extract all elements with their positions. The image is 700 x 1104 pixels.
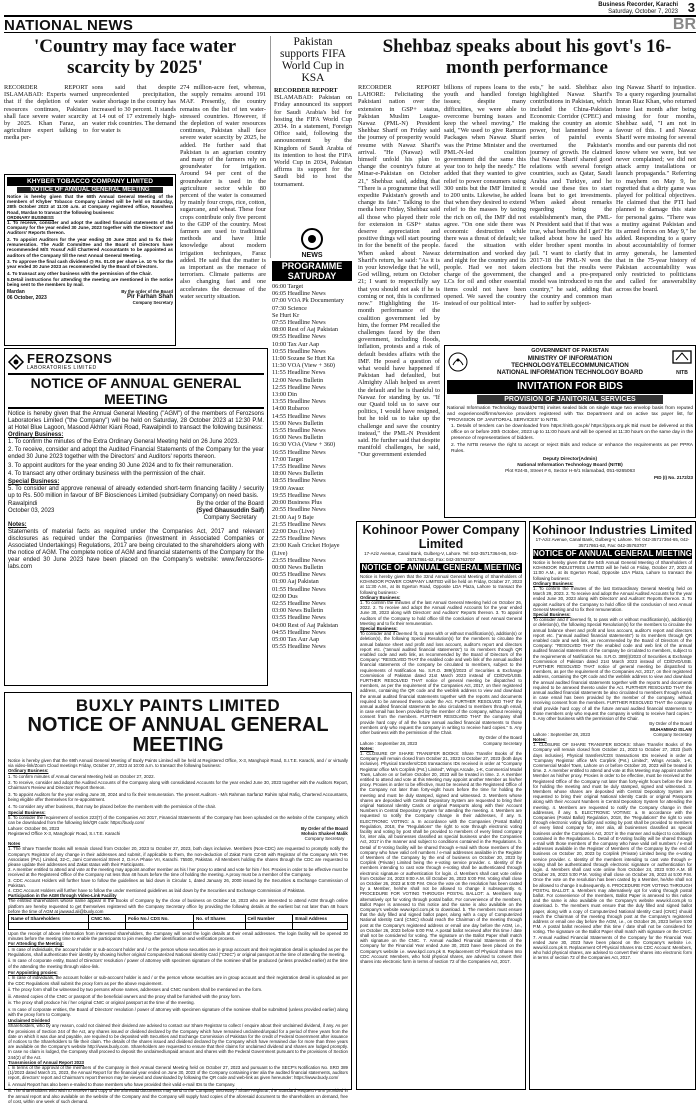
ad-kohinoor-power-ordinary-heading: Ordinary Business:	[360, 594, 401, 600]
ad-ferozsons-ordinary-item: 1. To confirm the minutes of the Extra Ordinary General Meeting held on 26 June 2023.	[8, 439, 240, 445]
ad-buxly-after-table: Upon the receipt of above information from interested shareholders, the Company will send the login details at their email addresses. The login facility will be opened 30 minutes before the meeting time to enable the participants to join meeting after identification and verification process.	[8, 931, 348, 942]
ad-khyber-item: 4. To transact any other business with the permission of the Chair.	[7, 270, 152, 276]
ad-buxly-ordinary-item: 4. To consider any other business, that may be placed before the members with the permission of the chair.	[8, 803, 217, 809]
story-water-col2: sons said that despite unprecedented precipitation, water shortage in the country has increased to 30 percent. It stands at 14 out of 17 extremely high-water risk countries. The demand for water is	[92, 84, 176, 135]
ad-khyber-subtitle: NOTICE OF ANNUAL GENERAL MEETING	[17, 187, 163, 193]
ad-ferozsons-by-order: By the order of the Board	[196, 501, 264, 508]
programme-item: 02:55 Headline News	[272, 599, 326, 607]
ad-kohinoor-ind-notes: 1. CLOSURE OF SHARE TRANSFER BOOKS: Share Transfer Books of the Company will remain closed from October 21, 2023 to October 27, 2023 (both days inclusive). Physical transfers/CDS transactions IDs received in order at "Company Registrar office M/s Corplink (Pvt.) Limited", Wings Arcade, 1-K, Commercial Model Town, Lahore on or before October 20, 2023 will be treated in time. 2. A member entitled to attend and vote at this Meeting may appoint another Member as his/her proxy. Proxies in order to be effective, must be received at the Registered Office of the Company not later than forty-eight hours before the time for holding the meeting and must be duly stamped, signed and witnessed. 3. Members whose shares are deposited with Central Depository System are requested to bring their original National Identity Cards or original Passports along with their Account Numbers in Central Depository System for attending the meeting. 4. Members are requested to notify the Company change in their addresses, if any. 5. ELECTRONIC VOTING: a. In accordance with the Companies (Postal Ballot) Regulation, 2018, the "Regulations" the right to vote through electronic voting facility and voting by post shall be provided to members of every listed company for, inter alia, all businesses classified as special business under the Companies Act, 2017 in the manner and subject to conditions contained in the Regulations. b. Detail of E-Voting facility will be shared through e-mail with those members of the company who have valid cell numbers / e-mail addresses available in the Register of Members of the Company by the end of business on October 20, 2023 by Corplink (Private) Limited being the e-voting service provider. c. Identity of the members intending to cast vote through e-voting shall be authenticated through electronic signature or authentication for login. d. Members shall cast vote online from October 24, 2023 9:00 A.M. till October 26, 2023 5:00 P.M. Voting shall close on October 26, 2023 at 5:00 P.M. Once the vote on the resolution has been casted by a Member, he/she shall not be allowed to change it subsequently. 6. PROCEDURE FOR VOTING THROUGH POSTAL BALLOT: a. Members may alternatively opt for voting through postal ballot. For convenience of the members, Ballot Paper is annexed to this notice and the same is also available on the Company's website www.kil.com.pk to download. b. The members must ensure that the duly filled and signed ballot paper, along with a copy of Computerized National Identity Card (CNIC) should reach the Chairman of the meeting through post at the Company's registered address or email one day before the AGM, i.e., on October 26, 2023 before 5:00 P.M. A postal ballot received after this time / date shall not be considered for voting. The signature on the Ballot Paper shall match with signature on the CNIC. 7. Annual Audited Financial Statements of the Company for the Financial Year ended June 30, 2023 have been placed on the Company's website i.e. www.kil.com.pk 8. Replacement Of Physical Shares Into CDC Account: Members, who hold physical shares, are advised to convert their shares into electronic form in terms of section 72 of the Companies Act, 2017.	[533, 742, 692, 961]
ad-kohinoor-power	[356, 521, 526, 1090]
programme-item: 17:55 Headline News	[272, 463, 326, 471]
ferozsons-logo-icon	[8, 354, 24, 370]
ad-kohinoor-ind-by-order: By Order of the Board	[649, 721, 692, 727]
ad-kohinoor-ind-ordinary: 1. To confirm the minutes of the last Extraordinary General Meeting held on March 29, 2023. 2. To receive and adopt the Annual Audited Accounts for the year ended June 30, 2023 along with Directors' and Auditors' Reports thereon. 3. To appoint Auditors of the Company to hold office till the conclusion of next Annual General Meeting and to fix their remuneration.	[533, 586, 692, 612]
ad-nitb-invitation: INVITATION FOR BIDS	[447, 380, 693, 394]
programme-list	[272, 283, 352, 683]
ad-kohinoor-industries	[529, 521, 696, 1090]
programme-item: 02:00 Dus	[272, 592, 298, 600]
ad-kohinoor-power-special: To consider and if deemed fit, to pass with or without modification(s), addition(s) or deletion(s), the following Special Resolution(s) for the members to circulate the annual balance sheet and profit and loss account, auditor's report and directors report etc. ("annual audited financial statements") to its members through QR enabled code and web link, as recommended by the Board of Directors of the Company: "RESOLVED THAT the enabled code and web link of the annual audited financial statements of the company be circulated to members, subject to the requirements of Notification No. S.R.O. 389(I)/2023 of Securities & Exchange Commission of Pakistan dated 21st March 2023 instead of CD/DVD/USB. FURTHER RESOLVED THAT notice of general meeting be dispatched to members, as per the requirement of the Companies Act, 2017, on their registered address, containing the QR code and the weblink address to view and download the annual audited financial statements together with the reports and documents required to be annexed thereto under the Act. FURTHER RESOLVED THAT the annual audited financial statements be also circulated to members through email, in case email has been provided by the member of the company, without receiving consent from the members. FURTHER RESOLVED THAT the company shall provide hard copy of all the future annual audited financial statements to those members only who request the company in writing to receive hard copies." 5. Any other business with the permission of the Chair.	[360, 631, 522, 736]
programme-item: 17:00 Target	[272, 455, 304, 463]
programme-item: 15:00 News Bulletin	[272, 419, 324, 427]
ad-buxly-proxies-heading: For Appointing proxies:	[8, 970, 58, 976]
ad-ferozsons-special	[8, 486, 264, 500]
ad-kohinoor-ind-signatory: MUHAMMAD ISLAM	[650, 726, 692, 732]
ad-buxly-shareholder-table	[8, 914, 348, 930]
ad-buxly-transmission-heading: Transmission of Annual Report 2023	[8, 1059, 84, 1065]
programme-item: 03:55 Headline News	[272, 614, 326, 622]
ad-nitb-point: 1. Details of tenders can be downloaded from https://nitb.gov.pk/ https://ppra.org.pk Bid must be delivered at this office on or before 20th October, 2023 up to 11:00 hours and will be opened at 11:30 hours on the same day in the presence of representatives of bidders.	[451, 424, 693, 441]
story-fifa-body: ISLAMABAD: Pakistan on Friday announced its support for Saudi Arabia's bid for hosting the FIFA World Cup 2034. In a statement, Foreign Office said, following the announcement by the Kingdom of Saudi Arabia of its intention to host the FIFA World Cup in 2034, Pakistan affirms its support for the Saudi bid to host the tournament.	[274, 94, 352, 188]
ad-buxly-ordinary-item: 1. To confirm minutes of Annual General Meeting held on October 27, 2022.	[8, 773, 155, 779]
programme-item: 19:00 Awaaz	[272, 484, 304, 492]
ad-buxly-attending-item: i. In case of individuals, the account holder or sub-account holder and / or the person whose securities are in group account and their registration detail is uploaded as per the Regulations, shall authenticate their identity by showing his/her original Computerized National Identity Card ("CNIC") or original passport at the time of attending the meeting.	[8, 946, 348, 957]
ad-kohinoor-power-notes-heading: Notes:	[360, 745, 374, 751]
ad-kohinoor-ind-address: 17-Aziz Avenue, Canal Bank, Gulberg-V, Lahore. Tel: 042-35717364-65, 042-35717861-62, Fax: 042-35763707	[535, 537, 690, 548]
ad-kohinoor-power-special-heading: Special Business:	[360, 626, 398, 632]
ad-buxly-table-cell	[126, 923, 194, 930]
gov-emblem-icon	[447, 351, 469, 373]
ad-buxly	[4, 692, 352, 1104]
ad-khyber-date: 06 October, 2023	[7, 294, 47, 301]
ad-nitb-address: Plot #24-B, Street # 6, Sector H-9/1 Islamabad, 051-9265063	[505, 468, 635, 474]
ad-buxly-notes2: 2. A member entitled to attend and vote at the meeting may appoint another member as his / her proxy to attend and vote for him / her. Proxies in order to be effective must be received at the Registered Office of the Company not less than 48 hours before the time of holding the meeting. A proxy must be a member of the Company.	[8, 867, 348, 878]
ad-buxly-attending-heading: For Attending the Meeting:	[8, 941, 64, 947]
ad-buxly-table-header-cell: Email Address	[293, 915, 348, 923]
story-water-col1: RECORDER REPORT ISLAMABAD: Experts warned that if the depletion of water resources continues, Pakistan shall face severe water scarcity by 2025. Khan Faraz, an agriculture expert talking to media per-	[4, 84, 88, 142]
ad-buxly-special-heading: Special Business:	[8, 810, 46, 816]
ad-buxly-ordinary	[8, 774, 348, 809]
news-logo-icon	[299, 228, 325, 250]
programme-item: 12:55 Headline News	[272, 383, 326, 391]
programme-item: 11:30 VOA (View + 360)	[272, 362, 335, 370]
ad-nitb-points	[447, 424, 693, 455]
ad-ferozsons-ordinary-heading: Ordinary Business:	[8, 432, 64, 438]
story-fifa-byline: RECORDER REPORT	[274, 87, 338, 94]
ad-ferozsons-title: NOTICE OF ANNUAL GENERAL MEETING	[8, 373, 264, 409]
ad-kohinoor-ind-notice: NOTICE OF ANNUAL GENERAL MEETING	[533, 549, 692, 558]
ad-kohinoor-ind-notes-heading: Notes:	[533, 736, 547, 742]
ad-kohinoor-power-by-order: By Order of the Board	[479, 735, 522, 741]
programme-item: 12:00 News Bulletin	[272, 376, 324, 384]
ad-kohinoor-power-ordinary: 1. To confirm the minutes of the last Annual General Meeting held on October 26, 2022. 2. To receive and adopt the Annual Audited Accounts for the year ended June 30, 2023 along with Directors' and Auditors' Reports thereon. 3. To appoint Auditors of the Company to hold office till the conclusion of next Annual General Meeting and to fix their remuneration.	[360, 600, 522, 626]
programme-item: 05:55 Headline News	[272, 643, 326, 651]
ad-khyber-tobacco	[4, 174, 176, 346]
ad-buxly-attending	[8, 947, 348, 969]
programme-item: 06:00 Target	[272, 283, 304, 290]
ad-ferozsons-footer	[8, 501, 264, 522]
ad-buxly-table-cell	[245, 923, 293, 930]
programme-item: 10:00 Tax Aur Aap	[272, 340, 320, 348]
ad-nitb-director: Deputy Director(Admin)	[542, 456, 598, 462]
ad-buxly-table-cell	[193, 923, 245, 930]
programme-item: 21:00 Aaj 9 Baje	[272, 513, 314, 521]
ad-khyber-by-order: By the order of the Board	[121, 288, 173, 294]
ad-khyber-title: KHYBER TOBACCO COMPANY LIMITED	[7, 177, 173, 186]
ad-buxly-proxies	[8, 975, 348, 1017]
ad-nitb-org	[469, 348, 671, 376]
section-logo: BR	[672, 16, 696, 33]
news-logo-text: NEWS	[301, 252, 323, 259]
programme-item: 09:55 Headline News	[272, 333, 326, 341]
ad-nitb-provision: PROVISION OF JANITORIAL SERVICES	[477, 395, 663, 404]
programme-item: 07:30 Science	[272, 304, 307, 312]
publication-date: Saturday, October 7, 2023	[608, 8, 678, 15]
ad-ferozsons-designation: Company Secretary	[203, 515, 257, 522]
ad-khyber-footer	[7, 289, 173, 305]
story-fifa	[270, 36, 352, 258]
story-water-col3: 274 million-acre feet, whereas, the supply remains around 191 MAF. Presently, the country remains on the list of ten water-stressed countries. However, if the depletion of water resources continues, Pakistan shall face severe water scarcity by 2025, he added. He further said that Pakistan is an agrarian country and many of the farmers rely on groundwater for irrigation. Around 94 per cent of the groundwater is used in the agriculture sector while 80 percent of the water is consumed by mainly four crops, rice, cotton, sugarcane, and wheat. These four crops contribute only five percent to the GDP of the country. Most farmers are used to traditional methods and have little knowledge about modern irrigation techniques, Faraz added. He said that the matter is as important as the menace of terrorism. Climate patterns are also changing fast and one accelerates the decrease of the water security situation.	[180, 84, 266, 300]
ad-khyber-item: 1. To receive, consider and adopt the audited financial statements of the Company for the year ended 30 June, 2023 together with the Directors' and Auditors' Reports thereon.	[7, 220, 173, 236]
ad-nitb-body: National Information Technology Board(NITB) invites sealed bids on single stage two envelop basis from reputed and experienced/firms/service providers registered with Tax Department and on active tax payer list, for "PROVISION OF JANITORIAL SERVICES" to NITB.	[447, 406, 693, 423]
ad-buxly-unclaimed-heading: Unclaimed Dividend	[8, 1018, 50, 1024]
news-logo	[272, 228, 352, 252]
ad-khyber-place: Mardan	[7, 288, 25, 295]
nitb-logo-icon	[671, 349, 693, 365]
ad-buxly-table-cell	[293, 923, 348, 930]
ad-buxly-table-row	[9, 923, 348, 930]
programme-item: 01:00 Aaj Pakistan	[272, 578, 319, 586]
ad-khyber-item: 5.Detail instructions for attending the meeting are mentioned in the notice being sent to the members by mail.	[7, 277, 173, 288]
ad-buxly-footer	[8, 826, 348, 842]
programme-item: 14:55 Headline News	[272, 412, 326, 420]
ad-ferozsons-ordinary-item: 2. To receive, consider and adopt the Audited Financial Statements of the Company for the year ended 30 June 2023 together with the Directors' and Auditors' reports thereon.	[8, 447, 264, 461]
ad-nitb-ministry: MINISTRY OF INFORMATION TECHNOLOGY&TELECOMMUNICATION	[511, 355, 629, 369]
ad-nitb-pid: PID (I) No. 2172/23	[653, 474, 693, 480]
programme-item: 04:55 Headline News	[272, 628, 326, 636]
ad-buxly-table-cell	[89, 923, 126, 930]
programme-item: 06:05 Headline News	[272, 290, 326, 298]
ad-buxly-unclaimed: Shareholders, who by any reason, could not claimed their dividend are advised to contact our Share Registrar to collect / enquire about their unclaimed dividend, if any. As per the provisions of Section 244 of the Act, any shares issued or dividend declared by the Company which have remained unclaimed/unpaid for a period of three years from the date on which it was due and payable, are required to be deposited with Securities and Exchange Commission of Pakistan for the credit of Federal Government after issuance of notices to the Shareholders to file their claim. The details of the shares issued and dividend declared by the Company which have remained due for more than three years are available on the Company's website http://www.buxly.com. Shareholders are requested to ensure that their claims for unclaimed dividend and shares are lodged promptly. In case no claim is lodged, the Company shall proceed to deposit the unclaimed/unpaid amount and shares with the Federal Government pursuant to the provisions of Section 244(2) of the Act.	[8, 1023, 348, 1060]
ad-buxly-subtitle: NOTICE OF ANNUAL GENERAL MEETING	[27, 714, 329, 756]
programme-item: 18:55 Headline News	[272, 477, 326, 485]
programme-item: 22:55 Headline News	[272, 535, 326, 543]
ad-buxly-table-header-cell: Name of Shareholders	[9, 915, 89, 923]
ad-kohinoor-power-notice: NOTICE OF ANNUAL GENERAL MEETING	[361, 563, 521, 572]
publication-info	[598, 2, 678, 15]
programme-item: 23:55 Headline News	[272, 556, 326, 564]
programme-item: 15:55 Headline News	[272, 427, 326, 435]
ad-buxly-notes-heading: Notes	[8, 841, 21, 847]
ad-buxly-notes1: 1. The Share Transfer Books will remain closed from October 20, 2023 to October 27, 2023, both days inclusive. Members (Non-CDC) are requested to promptly notify the Company's Registrar of any change in their addresses and submit, if applicable to them, the non-deduction of Zakat Form CZ-50 with Registrar of the Company M/s THK Associates (Pvt.) Limited, 32-C, Jami Commercial Street 2, D.H.A Phase VII, Karachi. 75500, Pakistan. All Members holding the shares through the CDC are requested to please update their addresses and Zakat status with their Participants.	[8, 846, 348, 868]
story-shehbaz-col4: ing Nawaz Sharif to injustice. To a query regarding journalist Imran Riaz Khan, who returned home last month after being missing for four months, Shehbaz said, "I am not in favour of this. I and Nawaz Sharif were missing for several months and our parents did not know where we were, but we never complained; we did not attack army installations or launch propaganda." Referring to mayhem on May 9, he regretted that a dirty game was played for political objectives. He claimed that the PTI had planned to damage this state for personal gains. "There was a mutiny against Pakistan and its armed forces on May 9," he added. Responding to a query about accountability of former army generals, he lamented that in the 75-year history of Pakistan accountability was only restricted to politicians and called for answerability across the board.	[616, 84, 696, 293]
ad-buxly-table-header-cell: Folio No./ CDS No.	[126, 915, 194, 923]
ad-khyber-designation: Company Secretary	[132, 299, 173, 305]
ad-kohinoor-ind-title: Kohinoor Industries Limited	[532, 523, 693, 537]
ad-buxly-signatory: Mohsin Shakeel Malik	[301, 830, 348, 836]
ad-kohinoor-power-address: 17-Aziz Avenue, Canal Bank, Gulberg-V, Lahore. Tel: 042-35717364-65, 042-35717861-62, Fax: 042-35763707	[364, 551, 518, 562]
ad-kohinoor-power-notes: 1. CLOSURE OF SHARE TRANSFER BOOKS: Share Transfer Books of the Company will remain closed from October 21, 2023 to October 27, 2023 (both days inclusive). Physical transfers/CDS transactions IDs received in order at "Company Registrar office M/s Corplink (Pvt.) Limited", Wings Arcade, 1-K, Commercial Model Town, Lahore on or before October 20, 2023 will be treated in time. 2. A member entitled to attend and vote at this Meeting may appoint another Member as his/her proxy. Proxies in order to be effective, must be received at the Registered Office of the Company not later than forty-eight hours before the time for holding the meeting and must be duly stamped, signed and witnessed. 3. Members whose shares are deposited with Central Depository System are requested to bring their original National Identity Cards or original Passports along with their Account Numbers in Central Depository System for attending the meeting. 4. Members are requested to notify the Company change in their addresses, if any. 5. ELECTRONIC VOTING: a. In accordance with the Companies (Postal Ballot) Regulation, 2018, the "Regulations" the right to vote through electronic voting facility and voting by post shall be provided to members of every listed company for, inter alia, all businesses classified as special business under the Companies Act, 2017 in the manner and subject to conditions contained in the Regulations. b. Detail of E-Voting facility will be shared through e-mail with those members of the company who have valid cell numbers / e-mail addresses available in the Register of Members of the Company by the end of business on October 20, 2023 by Corplink (Private) Limited being the e-voting service provider. c. Identity of the members intending to cast vote through e-voting shall be authenticated through electronic signature or authentication for login. d. Members shall cast vote online from October 24, 2023 9:00 A.M. till October 26, 2023 5:00 P.M. Voting shall close on October 26, 2023 at 5:00 P.M. Once the vote on the resolution has been casted by a Member, he/she shall not be allowed to change it subsequently. 6. PROCEDURE FOR VOTING THROUGH POSTAL BALLOT: a. Members may alternatively opt for voting through postal ballot. For convenience of the members, Ballot Paper is annexed to this notice and the same is also available on the Company's website www.kpcl.com.pk to download. b. The members must ensure that the duly filled and signed ballot paper, along with a copy of Computerized National Identity Card (CNIC) should reach the Chairman of the meeting through post at the Company's registered address or email one day before the AGM, i.e., on October 26, 2023 before 5:00 P.M. A postal ballot received after this time / date shall not be considered for voting. The signature on the Ballot Paper shall match with signature on the CNIC. 7. Annual Audited Financial Statements of the Company for the Financial Year ended June 30, 2023 have been placed on the Company's website i.e. www.kpcl.com.pk 8. Replacement Of Physical Shares Into CDC Account: Members, who hold physical shares, are advised to convert their shares into electronic form in terms of section 72 of the Companies Act, 2017.	[360, 750, 522, 965]
ad-buxly-notes4: 4. CDC Account Holders will further have to follow the under mentioned guidelines as laid down by the Securities and Exchange Commission of Pakistan.	[8, 888, 306, 894]
story-shehbaz-headline: Shehbaz speaks about his govt's 16-month performance	[382, 36, 672, 78]
ad-ferozsons-brand	[8, 352, 264, 371]
section-title: NATIONAL NEWS	[4, 17, 134, 34]
ad-kohinoor-ind-designation: Company Secretary	[653, 731, 692, 737]
programme-item: 04:00 Rest of Aaj Pakistan	[272, 621, 338, 629]
ad-ferozsons-date: October 03, 2023	[8, 508, 55, 515]
ad-kohinoor-ind-ordinary-heading: Ordinary Business:	[533, 580, 574, 586]
programme-item: 00:00 News Bulletin	[272, 563, 324, 571]
ad-khyber-items	[7, 220, 173, 288]
ad-kohinoor-ind-special: To consider and if deemed fit, to pass with or without modification(s), addition(s) or deletion(s), the following Special Resolution(s) for the members to circulate the annual balance sheet and profit and loss account, auditor's report and directors report etc. ("annual audited financial statements") to its members through QR enabled code and web link, as recommended by the Board of Directors of the Company: "RESOLVED THAT the enabled code and web link of the annual audited financial statements of the company be circulated to members, subject to the requirements of Notification No. S.R.O. 389(I)/2023 of Securities & Exchange Commission of Pakistan dated 21st March 2023 instead of CD/DVD/USB. FURTHER RESOLVED THAT notice of general meeting be dispatched to members, as per the requirement of the Companies Act, 2017, on their registered address, containing the QR code and the weblink address to view and download the annual audited financial statements together with the reports and documents required to be annexed thereto under the Act. FURTHER RESOLVED THAT the annual audited financial statements be also circulated to members through email, in case email has been provided by the member of the company, without receiving consent from the members. FURTHER RESOLVED THAT the company shall provide hard copy of all the future annual audited financial statements to those members only who request the company in writing to receive hard copies." 5. Any other business with the permission of the Chair.	[533, 617, 692, 722]
ad-buxly-transmission-item: iii. The shareholders who wish to receive hard copy of the aforesaid documents may send to the Company Secretary / Share Registrar, the Standard Request Form provided in the annual report and also available on the website of the Company and the Company will supply hard copies of the aforesaid document to the shareholders on demand, free of cost, within one week of such demand.	[8, 1088, 348, 1104]
programme-item: 21:55 Headline News	[272, 520, 326, 528]
ad-buxly-table-header-cell: CNIC No.	[89, 915, 126, 923]
ad-buxly-proxy-item: iv. The proxy shall produce his / her original CNIC or original passport at the time of the meeting.	[8, 1000, 195, 1005]
ad-buxly-place: Lahore: October 06, 2023	[8, 825, 60, 831]
programme-item: 20:00 Business Plus	[272, 499, 322, 507]
ad-ferozsons-special-item: 5. To consider and approve renewal of already extended short-term financing facility / security up to Rs. 500 million in favour of BF Biosciences Limited (subsidiary Company) on need basis.	[8, 486, 264, 500]
ad-buxly-table-header	[9, 915, 348, 923]
ad-buxly-by-order: By Order of the Board	[300, 825, 348, 831]
programme-item: Se Hurt Kr	[272, 311, 300, 319]
ad-buxly-transmission	[8, 1065, 348, 1104]
programme-item: 07:00 VOA Pk Documentary	[272, 297, 344, 305]
ad-kohinoor-power-title: Kohinoor Power Company Limited	[362, 523, 520, 551]
programme-item: 19:55 Headline News	[272, 491, 326, 499]
ad-ferozsons	[4, 348, 268, 686]
ad-ferozsons-ordinary	[8, 439, 264, 478]
programme-item: 05:00 Tax Aur Aap	[272, 635, 320, 643]
ad-buxly-proxy-item: iii. Attested copies of the CNIC or passport of the beneficial owners and the proxy shall be furnished with the proxy form.	[8, 993, 241, 999]
page-number: 3	[687, 0, 695, 15]
programme-item: 13:00 Din	[272, 391, 297, 399]
section-bar	[4, 15, 696, 33]
ad-nitb-gov: GOVERNMENT OF PAKISTAN	[531, 348, 609, 354]
story-fifa-headline: Pakistan supports FIFA World Cup in KSA	[280, 36, 346, 84]
programme-item: 03:00 News Bulletin	[272, 607, 324, 615]
programme-item: 14:00 Rubaroo	[272, 405, 309, 413]
ad-khyber-item: 3. To approve the final cash dividend @ Rs. 01.00 per share i.e. 10 % for the year ended 30 June 2023 as recommended by the Board of Directors.	[7, 259, 173, 270]
story-shehbaz-col1: RECORDER REPORT LAHORE: Felicitating the Pakistani nation over the extension in GSP+ status, Pakistan Muslim League-Nawaz (PML-N) President Shehbaz Sharif on Friday said the journey of prosperity would resume with Nawaz Sharif's arrival. "He (Nawaz) will himself unfold his plan to change the country's future at Minar-e-Pakistan on October 21," Shehbaz said, adding that "There is a programme that will expedite Pakistan's growth and change its fate." Talking to the media here Friday, Shehbaz said all those who played their role for extension in GSP+ status deserve appreciation and positive things will start pouring in for the benefit of the people. When asked about Nawaz Sharif's return, he said: "As it is in your knowledge that he will, God willing, return on October 21; I want to respectfully say that you should not ask if he is coming or not, this is confirmed now." Highlighting the 16-month performance of the coalition government led by him, the former PM recalled the challenges faced by the then government, including floods, inflation, protests and a risk of default besides affairs with the IMF. He posed a question of what would have happened if Pakistan had defaulted, but Almighty Allah helped us avert the default and he is thankful to Nawaz for standing by us. "If our Quaid told us to save our politics, I would have resigned, but he told us to take up the challenge and save the country instead," the PML-N President said. He further said that despite manifold challenges, he said, "Our government extended	[358, 84, 440, 459]
story-water-headline: 'Country may face water scarcity by 2025'	[33, 36, 237, 78]
programme-title: PROGRAMME SATURDAY	[272, 261, 352, 281]
ad-buxly-office: Registered Office X-3, Manghopir Road, S.I.T.E. Karachi	[8, 830, 121, 836]
ad-buxly-ordinary-heading: Ordinary Business:	[8, 768, 49, 774]
ad-buxly-table-header-cell: Cell Number	[245, 915, 293, 923]
ad-buxly-special: 5. To consider the requirement of section 223(7) of the Companies Act 2017, Financial Statements of the Company has been uploaded on the website of the Company, which can be downloaded from the following link/QR code: https://buxly.com/	[8, 815, 348, 826]
ad-buxly-table-cell	[9, 923, 89, 930]
story-shehbaz-col3: ests," he said. Shehbaz also highlighted Nawaz Sharif's contributions in Pakistan, which included the China-Pakistan Economic Corridor (CPEC) and making the country an atomic power, but lamented how a series of painful events overturned the Pakistan's journey of growth. He claimed that Nawaz Sharif shared good relations with several foreign countries, such as Qatar, Saudi Arabia and Turkiye, and he would use these ties to start loans but to get investments. When asked about remarks regarding being the establishment's man, the PML-N President said that if that was true, what benefits did I get? He talked about how he used his elder brother spent months in jail. "I want to clarify that in 2017-18 the PML-N won the elections but the results were changed and a pre-prepared model was introduced to run the country," he said, adding that the country and common man had to suffer by subject-	[530, 84, 612, 308]
ad-buxly-video-heading: Participation in the AGM through Video-Link Facility	[8, 893, 117, 899]
nitb-logo	[671, 349, 693, 376]
ad-nitb	[444, 345, 696, 518]
ad-nitb-header	[447, 348, 693, 376]
programme-item: 10:55 Headline News	[272, 347, 326, 355]
ad-buxly-transmission-item: i. In terms of the approval of the members of the Company in their Annual General Meeting held on October 27, 2023 and pursuant to the SECP's Notification No. SRO 389 (1)/2023 dated March 21, 2023, the Annual Report for the financial year ended on June 30, 2023 of the Company containing inter alia the audited financial statements, auditors report, directors' report and Chairman's report thereon may be viewed and downloaded by following the QR code and web-link as given hereunder: https://www.buxly.com/	[8, 1065, 348, 1081]
ad-kohinoor-power-place: Lahore : September 28, 2023	[360, 740, 418, 746]
ad-nitb-point: 2. The NITB reserve the right to accept or reject Bids and reduce or enhance the requirements as per PPRA Rules.	[451, 443, 693, 455]
ad-khyber-intro: Notice is hereby given that the 68th Annual General Meeting of the members of Khyber Tobacco Company Limited will be held on Saturday, 28th October 2023 at 11:00 a.m. at Company registered office, Nowshera Road, Mardan to transact the following business:	[7, 194, 173, 215]
ad-buxly-title: BUXLY PAINTS LIMITED	[75, 696, 281, 715]
ad-kohinoor-power-intro: Notice is hereby given that the 32nd Annual General Meeting of Shareholders of KOHINOOR POWER COMPANY LIMITED will be held on Friday, October 27, 2023 at 11:30 A.M., at its Egerton Road, Opposite LDA Plaza, Lahore to transact the following business:-	[360, 574, 522, 595]
ad-buxly-table-header-cell: No. of Shares	[193, 915, 245, 923]
ad-ferozsons-ordinary-item: 3. To appoint auditors for the year ending 30 June 2024 and to fix their remuneration.	[8, 462, 234, 469]
ad-kohinoor-ind-place: Lahore : September 28, 2023	[533, 731, 591, 737]
ad-nitb-contact	[447, 457, 693, 475]
ad-ferozsons-intro: Notice is hereby given that the Annual General Meeting ("AGM") of the members of Ferozsons Laboratories Limited ("the Company") will be held on Saturday, 28 October 2023 at 12:30 P.M. at Hotel Blue Lagoon, Masood Akhter Kiani Road, Rawalpindi to transact the following business:	[8, 411, 264, 431]
ad-buxly-proxy-item: ii. The proxy form shall be witnessed by two persons whose names, addresses and CNIC numbers shall be mentioned on the form.	[8, 987, 263, 992]
programme-item: 16:55 Headline News	[272, 448, 326, 456]
ad-buxly-transmission-item: ii. Annual Report has also been e-mailed to those members who have provided their valid e-mail IDs to the Company.	[8, 1081, 236, 1087]
page-header	[0, 0, 700, 14]
story-shehbaz-col2: billions of rupees loans to the youth and handled foreign issues; despite many difficulties, we were able to overcome burning issues and keep the wheel moving." He said, "We used to give Ramzan Packages when Nawaz Sharif was the Prime Minister and the PML-N-led coalition government did the same this year too to help the needy." He added that they wanted to give relief to power consumers using 300 units but the IMF limited it to 200 units. Likewise, he added that when they desired to extend relief to the masses by taxing the rich on oil, the IMF did not agree. "On one side there was economic destruction while there was a threat of default; we faced the situation with determination and worked day and night for the country and its people. Had we not taken charge of the government, the LCs for oil and other essential items could not have been opened. We saved the country instead of our political inter-	[444, 84, 526, 308]
programme-item: 20:55 Headline News	[272, 506, 326, 514]
ad-buxly-video-text: The entitled shareholders whose name appear in the Books of Company by the close of business on October 19, 2023 who are interested to attend AGM through online platform are hereby requested to get themselves registered with the Company Secretary office by providing the following details at the earliest but not later than 48 hours before the time of AGM at jawwad.ali@buxly.com	[8, 898, 348, 914]
ad-buxly-intro: Notice is hereby given that the 69th Annual General Meeting of Buxly Paints Limited will be held at Registered Office, X-3, Manghopir Road, S.I.T.E. Karachi, and / or virtually via video-link/Zoom Cloud meetings Friday, October 27, 2023 at 10:00 a.m. to transact the following business:	[8, 758, 348, 769]
ad-ferozsons-notes: Statements of material facts as required under the Companies Act, 2017 and relevant disclosures as required under the Companies (Investment in Associated Companies or Associated Undertakings) Regulations, 2017 are being circulated to the shareholders along with the notice of AGM. The complete notice of AGM and financial statements of the Company for the year ended 30 June 2023 have been placed on the Company's website: www.ferozsons-labs.com	[8, 529, 264, 571]
programme-item: 00:55 Headline News	[272, 571, 326, 579]
programme-item: 08:00 Rest of Aaj Pakistan	[272, 326, 338, 334]
programme-item: 11:00 Sozane Se Hurt Ka	[272, 355, 335, 363]
ad-ferozsons-sub: LABORATORIES LIMITED	[27, 365, 97, 371]
publication-name: Business Recorder, Karachi	[598, 2, 678, 8]
ad-buxly-proxy-item: v. In case of corporate entities, the Board of Directors' resolution / power of attorney with specimen signature of the nominee shall be submitted (unless provided earlier) along with the proxy form to Company.	[8, 1006, 348, 1017]
ad-nitb-board: NATIONAL INFORMATION TECHNOLOGY BOARD	[497, 369, 643, 376]
programme-item: 18:00 News Bulletin	[272, 470, 324, 478]
ad-ferozsons-signatory: (Syed Ghausuddin Saif)	[196, 508, 264, 515]
ad-buxly-notes3: 3. CDC Account Holders will further have to follow the guidelines as laid down in Circular 1, dated January 26, 2000 issued by the Securities & Exchange Commission of Pakistan.	[8, 877, 348, 888]
ad-buxly-ordinary-item: 3. To appoint Auditors for the year ending June 30, 2024 and to fix their remuneration. The present Auditors - M/s Rahman Sarfaraz Rahim Iqbal Rafiq, Chartered Accountants, being eligible offer themselves for re-appointment.	[8, 791, 348, 803]
programme-item: 01:55 Headline News	[272, 585, 326, 593]
ad-ferozsons-notes-heading: Notes:	[8, 522, 27, 529]
ad-buxly-proxy-item: i. In case of individuals, the account holder or sub-account holder is and / or the person whose securities are in group account and their registration detail is uploaded as per the CDC Regulations shall submit the proxy form as per the above requirement.	[8, 975, 348, 986]
ad-ferozsons-special-heading: Special Business:	[8, 479, 60, 486]
ad-buxly-attending-item: ii. In case of corporate entity, Board of Directors' resolution / power of attorney with specimen signature of the nominee shall be produced (unless provided earlier) at the time of the attending the meeting through video-link.	[8, 958, 348, 969]
programme-item: 22:00 Dus (Live)	[272, 527, 315, 535]
ad-khyber-item: 2. To appoint Auditors for the year ending 30 June 2024 and to fix their remuneration. The Audit Committee and the Board of Directors have recommended M/S Yousuf Adil Chartered Accountants to be appointed as auditors of the Company till the next Annual General Meeting.	[7, 236, 173, 258]
programme-item: 07:55 Headline News	[272, 319, 326, 327]
ad-nitb-director-org: National Information Technology Board (NITB)	[517, 462, 623, 468]
ad-buxly-ordinary-item: 2. To receive, consider and adopt the Audited Accounts of the Company along with consolidated Accounts for the year ended June 30, 2023 together with the Auditors Report, Chairman's Review and Directors' Report thereon.	[8, 780, 348, 791]
ad-kohinoor-ind-special-heading: Special Business:	[533, 612, 571, 618]
programme-item: 13:55 Headline News	[272, 398, 326, 406]
programme-item: 23:00 Kash Cricket Hojaye (Live)	[272, 542, 340, 557]
ad-khyber-ordinary-heading: ORDINARY BUSINESS	[7, 214, 54, 220]
ad-kohinoor-power-designation: Company Secretary	[483, 740, 522, 746]
ad-buxly-designation: Company Secretary	[304, 836, 345, 842]
ad-ferozsons-place: Rawalpindi	[8, 501, 38, 508]
programme-item: 11:55 Headline News	[272, 369, 326, 377]
programme-item: 16:00 News Bulletin	[272, 434, 324, 442]
nitb-logo-text: NITB	[676, 369, 688, 376]
ad-ferozsons-ordinary-item: 4. To transact any other ordinary business with the permission of the chair.	[8, 470, 205, 477]
programme-item: 16:30 VOA (View + 360)	[272, 441, 336, 449]
ad-ferozsons-name: FEROZSONS	[27, 351, 113, 366]
ad-khyber-signatory: Pir Farhan Shah	[126, 293, 173, 300]
programme-box	[272, 228, 352, 688]
ad-kohinoor-ind-intro: Notice is hereby given that the 54th Annual General Meeting of Shareholders of KOHINOOR INDUSTRIES LIMITED will be held on Friday, October 27, 2023 at 11:00 A.M., at its Egerton Road, Opposite LDA Plaza, Lahore to transact the following business:	[533, 560, 692, 581]
